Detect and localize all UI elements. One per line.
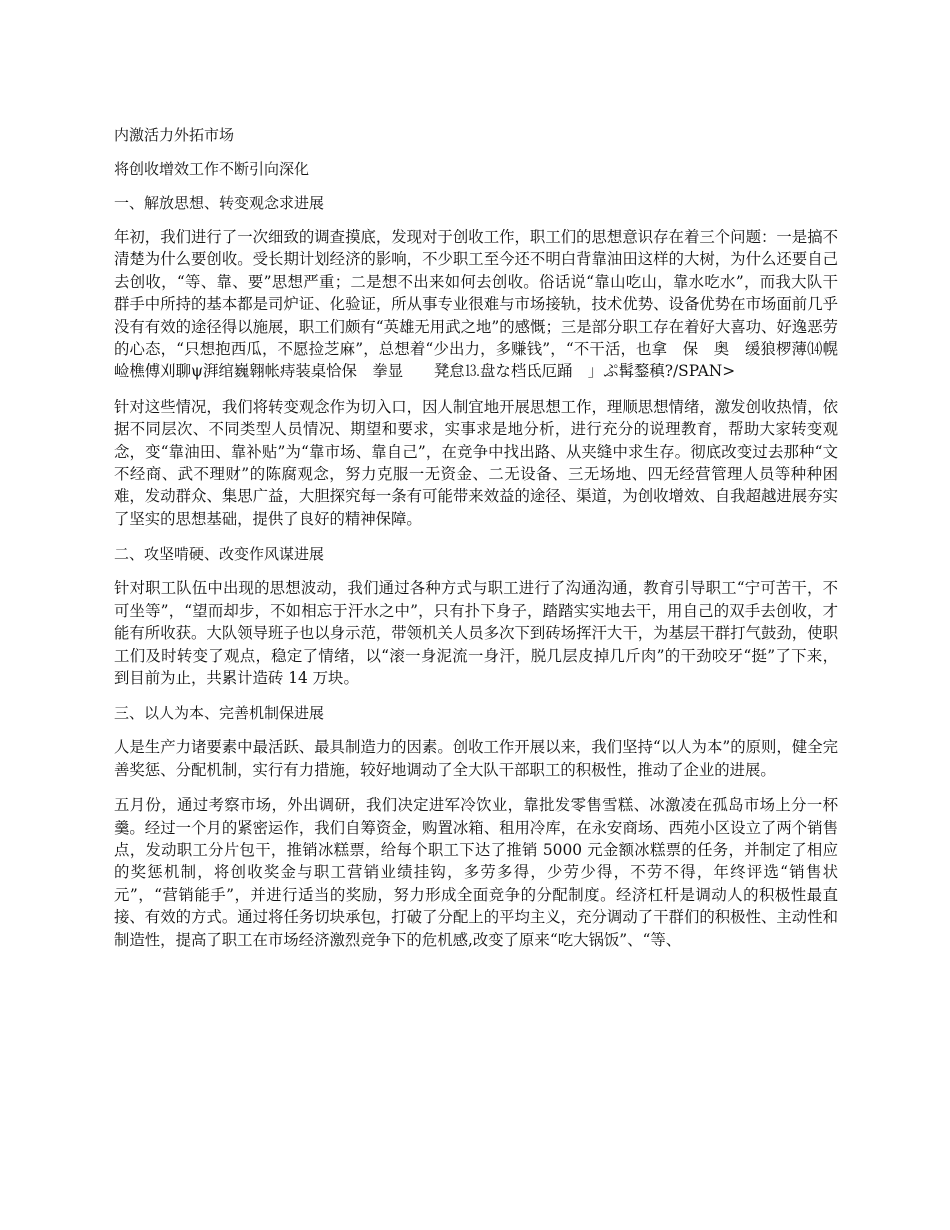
section-heading-2: 二、攻坚啃硬、改变作风谋进展: [114, 545, 325, 564]
section-1-paragraph-2: 针对这些情况，我们将转变观念作为切入口，因人制宜地开展思想工作，理顺思想情绪，激发创收热情，依据不同层次、不同类型人员情况、期望和要求，实事求是地分析，进行充分的说理教育，帮助大家转变观念，变“靠油田、靠补贴”为“靠市场、靠自己”，在竞争中找出路、从夹缝中求生存。彻底改变过去那种“文不经商、武不理财”的陈腐观念，努力克服一无资金、二无设备、三无场地、四无经营管理人员等种种困难，发动群众、集思广益，大胆探究每一条有可能带来效益的途径、渠道，为创收增效、自我超越进展夯实了坚实的思想基础，提供了良好的精神保障。: [114, 397, 838, 528]
document-body: [114, 124, 838, 964]
document-subtitle: 将创收增效工作不断引向深化: [114, 160, 310, 178]
section-heading-3: 三、以人为本、完善机制保进展: [114, 704, 325, 723]
section-heading-1: 一、解放思想、转变观念求进展: [114, 194, 325, 212]
section-1-paragraph-1: 年初，我们进行了一次细致的调查摸底，发现对于创收工作，职工们的思想意识存在着三个问题：一是搞不清楚为什么要创收。受长期计划经济的影响，不少职工至今还不明白背靠油田这样的大树，为什么还要自己去创收，“等、靠、要”思想严重；二是想不出来如何去创收。俗话说“靠山吃山，靠水吃水”，而我大队干群手中所持的基本都是司炉证、化验证，所从事专业很难与市场接轨，技术优势、设备优势在市场面前几乎没有有效的途径得以施展，职工们颇有“英雄无用武之地”的感慨；三是部分职工存在着好大喜功、好逸恶劳的心态，“只想抱西瓜，不愿捡芝麻”，总想着“少出力，多赚钱”，“不干活，也拿 保 奥 缓狼椤薄⒁幌崄樵傅刈聊ψ湃绾巍翱帐痔装桌恰保 拳显 凳怠⒔盘な档氐厄踊 」ぷ髯鍪稹?/SPAN>: [114, 228, 838, 381]
section-3-paragraph-2: 五月份，通过考察市场，外出调研，我们决定进军冷饮业，靠批发零售雪糕、冰激凌在孤岛市场上分一杯羹。经过一个月的紧密运作，我们自筹资金，购置冰箱、租用冷库，在永安商场、西苑小区设立了两个销售点，发动职工分片包干，推销冰糕票，给每个职工下达了推销 5000 元金额冰糕票的任务，并制定了相应的奖惩机制，将创收奖金与职工营销业绩挂钩，多劳多得，少劳少得，不劳不得，年终评选“销售状元”，“营销能手”，并进行适当的奖励，努力形成全面竞争的分配制度。经济杠杆是调动人的积极性最直接、有效的方式。通过将任务切块承包，打破了分配上的平均主义，充分调动了干群们的积极性、主动性和制造性，提高了职工在市场经济激烈竞争下的危机感,改变了原来“吃大锅饭”、“等、: [114, 796, 838, 949]
document-title: 内激活力外拓市场: [114, 126, 235, 144]
section-2-paragraph-1: 针对职工队伍中出现的思想波动，我们通过各种方式与职工进行了沟通沟通，教育引导职工“宁可苦干，不可坐等”，“望而却步，不如相忘于汗水之中”，只有扑下身子，踏踏实实地去干，用自己的双手去创收，才能有所收获。大队领导班子也以身示范，带领机关人员多次下到砖场挥汗大干，为基层干群打气鼓劲，使职工们及时转变了观点，稳定了情绪，以“滚一身泥流一身汗，脱几层皮掉几斤肉”的干劲咬牙“挺”了下来，到目前为止，共累计造砖 14 万块。: [114, 579, 838, 687]
section-3-paragraph-1: 人是生产力诸要素中最活跃、最具制造力的因素。创收工作开展以来，我们坚持“以人为本”的原则，健全完善奖惩、分配机制，实行有力措施，较好地调动了全大队干部职工的积极性，推动了企业的进展。: [114, 738, 838, 779]
